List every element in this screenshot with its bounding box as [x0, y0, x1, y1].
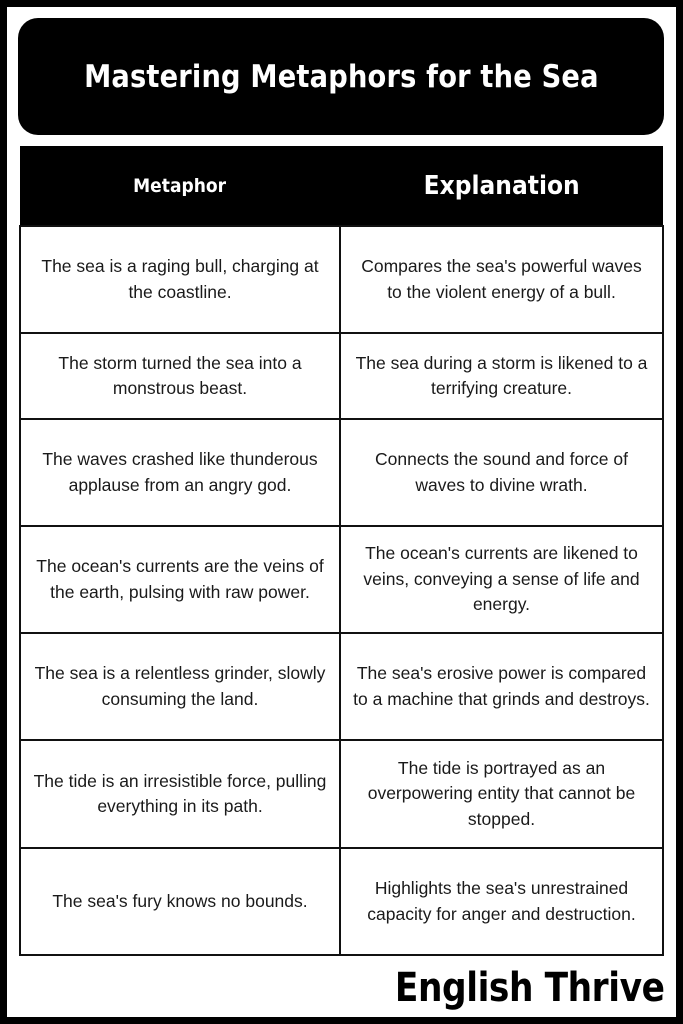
explanation-cell: Compares the sea's powerful waves to the violent energy of a bull. [340, 226, 663, 333]
explanation-cell: The sea's erosive power is compared to a machine that grinds and destroys. [340, 633, 663, 740]
table-row [20, 419, 663, 526]
column-header-metaphor: Metaphor [20, 146, 340, 226]
table-row [20, 740, 663, 848]
explanation-cell: Highlights the sea's unrestrained capacity for anger and destruction. [340, 848, 663, 955]
page-frame [7, 7, 676, 1017]
metaphor-cell: The sea is a raging bull, charging at the coastline. [20, 226, 340, 333]
title-banner [18, 18, 664, 135]
metaphor-cell: The ocean's currents are the veins of the earth, pulsing with raw power. [20, 526, 340, 633]
brand-footer: English Thrive [394, 965, 664, 1011]
metaphor-table [19, 146, 664, 956]
table-row [20, 226, 663, 333]
table-row [20, 848, 663, 955]
metaphor-cell: The tide is an irresistible force, pulling everything in its path. [20, 740, 340, 848]
table-row [20, 333, 663, 419]
explanation-cell: The tide is portrayed as an overpowering entity that cannot be stopped. [340, 740, 663, 848]
table-row [20, 633, 663, 740]
page-title: Mastering Metaphors for the Sea [83, 58, 599, 95]
table-row [20, 526, 663, 633]
metaphor-cell: The sea is a relentless grinder, slowly consuming the land. [20, 633, 340, 740]
table-header-row [20, 146, 663, 226]
explanation-cell: Connects the sound and force of waves to divine wrath. [340, 419, 663, 526]
metaphor-cell: The storm turned the sea into a monstrous beast. [20, 333, 340, 419]
column-header-explanation: Explanation [340, 146, 663, 226]
explanation-cell: The ocean's currents are likened to veins, conveying a sense of life and energy. [340, 526, 663, 633]
metaphor-cell: The sea's fury knows no bounds. [20, 848, 340, 955]
metaphor-cell: The waves crashed like thunderous applause from an angry god. [20, 419, 340, 526]
explanation-cell: The sea during a storm is likened to a terrifying creature. [340, 333, 663, 419]
